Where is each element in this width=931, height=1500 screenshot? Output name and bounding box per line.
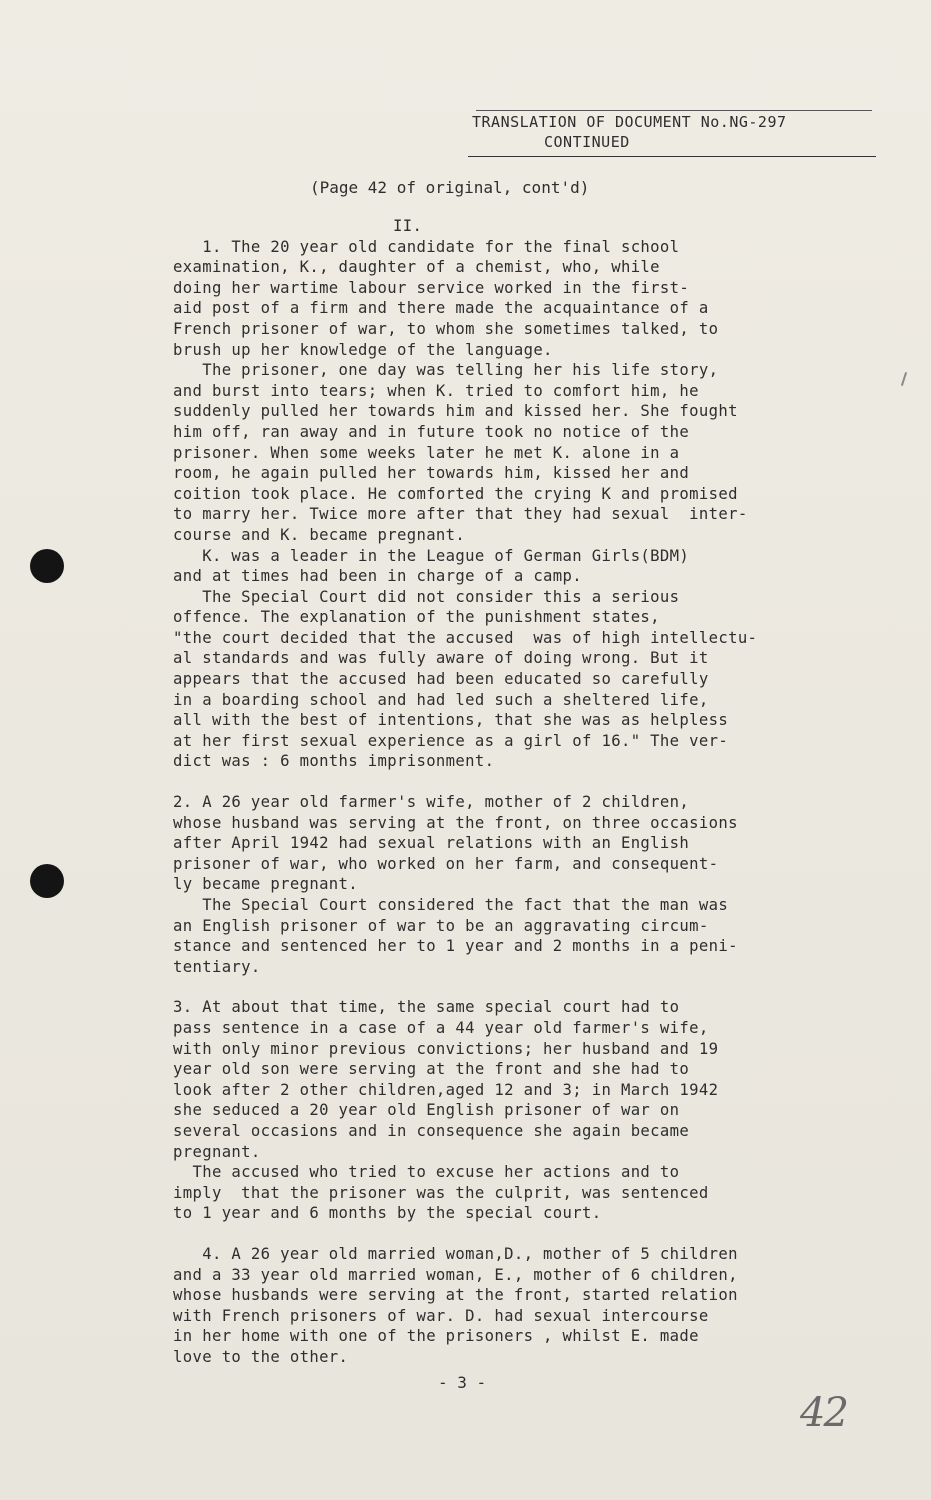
text-line: "the court decided that the accused was of high intellectu-	[173, 628, 758, 647]
text-line: and a 33 year old married woman, E., mother of 6 children,	[173, 1265, 738, 1284]
punch-hole-bottom	[30, 864, 64, 898]
text-line: suddenly pulled her towards him and kissed her. She fought	[173, 402, 738, 421]
text-line: look after 2 other children,aged 12 and 3; in March 1942	[173, 1080, 719, 1099]
text-line: after April 1942 had sexual relations with an English	[173, 834, 690, 853]
handwritten-page-number: 42	[800, 1390, 847, 1436]
paragraph-gap	[173, 977, 873, 997]
text-line: French prisoner of war, to whom she sometimes talked, to	[173, 319, 719, 338]
text-line: aid post of a firm and there made the acquaintance of a	[173, 299, 709, 318]
text-line: room, he again pulled her towards him, kissed her and	[173, 464, 690, 483]
text-line: The prisoner, one day was telling her his life story,	[173, 361, 719, 380]
text-line: doing her wartime labour service worked in the first-	[173, 278, 690, 297]
text-line: appears that the accused had been educated so carefully	[173, 670, 709, 689]
paragraph-gap	[173, 772, 873, 792]
section-label: II.	[393, 217, 423, 235]
header-subtitle: CONTINUED	[544, 133, 630, 151]
text-line: 1. The 20 year old candidate for the final school	[173, 237, 680, 256]
header-top-rule	[476, 110, 872, 111]
text-line: whose husbands were serving at the front, started relation	[173, 1286, 738, 1305]
text-line: with only minor previous convictions; her husband and 19	[173, 1039, 719, 1058]
text-line: 4. A 26 year old married woman,D., mother of 5 children	[173, 1244, 738, 1263]
header-underline	[468, 156, 876, 157]
paragraph-1	[173, 237, 873, 772]
text-line: 2. A 26 year old farmer's wife, mother of 2 children,	[173, 793, 690, 812]
margin-pencil-mark	[901, 372, 907, 386]
text-line: in a boarding school and had led such a sheltered life,	[173, 690, 709, 709]
text-line: tentiary.	[173, 957, 261, 976]
text-line: ly became pregnant.	[173, 875, 359, 894]
text-line: stance and sentenced her to 1 year and 2 months in a peni-	[173, 937, 738, 956]
text-line: and at times had been in charge of a camp.	[173, 567, 583, 586]
text-line: him off, ran away and in future took no notice of the	[173, 422, 690, 441]
text-line: to 1 year and 6 months by the special court.	[173, 1204, 602, 1223]
text-line: examination, K., daughter of a chemist, who, while	[173, 258, 660, 277]
paragraph-4	[173, 1244, 873, 1368]
text-line: offence. The explanation of the punishment states,	[173, 608, 660, 627]
text-line: and burst into tears; when K. tried to comfort him, he	[173, 381, 699, 400]
page-reference: (Page 42 of original, cont'd)	[310, 178, 590, 197]
text-line: several occasions and in consequence she again became	[173, 1121, 690, 1140]
text-line: 3. At about that time, the same special court had to	[173, 998, 680, 1017]
page-number: - 3 -	[438, 1373, 487, 1392]
paragraph-gap	[173, 1224, 873, 1244]
text-line: al standards and was fully aware of doing wrong. But it	[173, 649, 709, 668]
paragraph-3	[173, 997, 873, 1224]
text-line: pregnant.	[173, 1142, 261, 1161]
text-line: year old son were serving at the front and she had to	[173, 1060, 690, 1079]
text-line: imply that the prisoner was the culprit, was sentenced	[173, 1183, 709, 1202]
header-title: TRANSLATION OF DOCUMENT No.NG-297	[472, 113, 787, 131]
text-line: coition took place. He comforted the crying K and promised	[173, 484, 738, 503]
text-line: with French prisoners of war. D. had sexual intercourse	[173, 1306, 709, 1325]
text-line: love to the other.	[173, 1347, 349, 1366]
text-line: an English prisoner of war to be an aggravating circum-	[173, 916, 709, 935]
text-line: dict was : 6 months imprisonment.	[173, 752, 495, 771]
text-line: brush up her knowledge of the language.	[173, 340, 553, 359]
text-line: prisoner of war, who worked on her farm, and consequent-	[173, 854, 719, 873]
text-line: The Special Court did not consider this a serious	[173, 587, 680, 606]
text-line: whose husband was serving at the front, on three occasions	[173, 813, 738, 832]
body-text	[173, 216, 873, 1367]
document-header	[468, 112, 876, 157]
paragraph-2	[173, 792, 873, 977]
text-line: to marry her. Twice more after that they had sexual inter-	[173, 505, 748, 524]
punch-hole-top	[30, 549, 64, 583]
text-line: course and K. became pregnant.	[173, 525, 466, 544]
text-line: The Special Court considered the fact that the man was	[173, 896, 729, 914]
text-line: at her first sexual experience as a girl of 16." The ver-	[173, 731, 729, 750]
text-line: she seduced a 20 year old English prisoner of war on	[173, 1101, 680, 1120]
text-line: pass sentence in a case of a 44 year old farmer's wife,	[173, 1018, 709, 1037]
text-line: all with the best of intentions, that she was as helpless	[173, 711, 729, 730]
text-line: in her home with one of the prisoners , whilst E. made	[173, 1327, 699, 1346]
text-line: prisoner. When some weeks later he met K. alone in a	[173, 443, 680, 462]
text-line: K. was a leader in the League of German Girls(BDM)	[173, 546, 690, 565]
text-line: The accused who tried to excuse her actions and to	[173, 1163, 680, 1182]
